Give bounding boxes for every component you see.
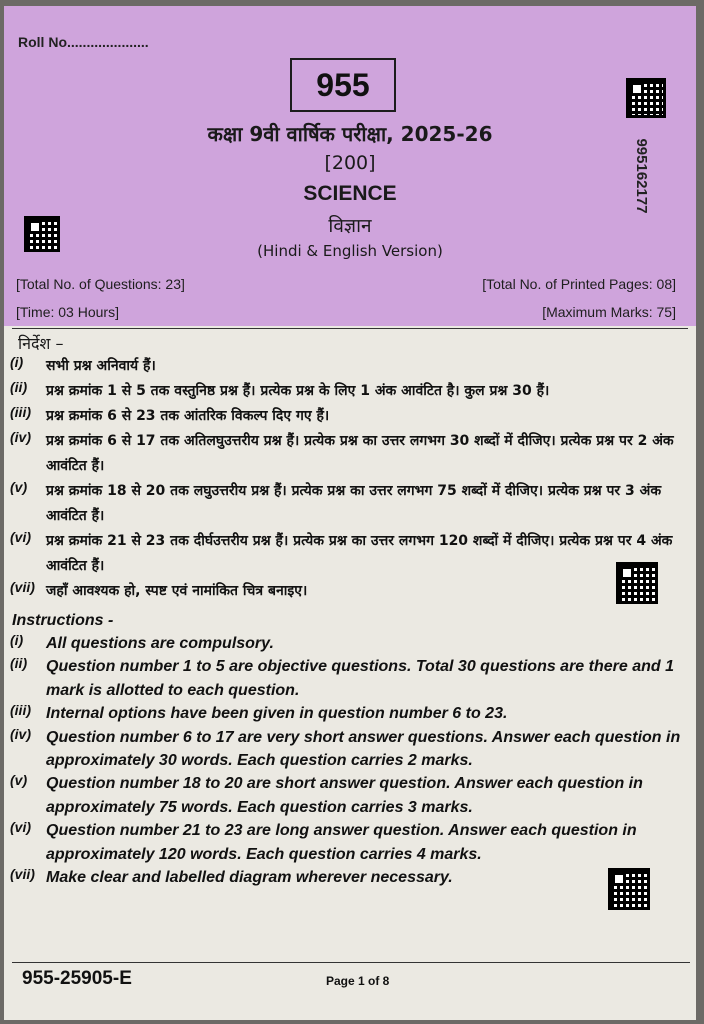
list-item: (i) All questions are compulsory. [10, 632, 274, 652]
list-item: (vii) जहाँ आवश्यक हो, स्पष्ट एवं नामांकित चित्र बनाइए। [10, 579, 308, 599]
subject-title: SCIENCE [303, 182, 397, 205]
list-item: (ii) प्रश्न क्रमांक 1 से 5 तक वस्तुनिष्ठ प्रश्न हैं। प्रत्येक प्रश्न के लिए 1 अंक आवंटित है। कुल प्रश्न 30 हैं। [10, 379, 550, 399]
subject-title-hindi: विज्ञान [328, 215, 372, 237]
printed-pages: [Total No. of Printed Pages: 08] [482, 276, 676, 292]
qr-code-icon [616, 562, 658, 604]
hindi-instructions-list [10, 354, 692, 604]
english-instructions-list [10, 632, 692, 889]
list-item: (i) सभी प्रश्न अनिवार्य हैं। [10, 354, 156, 374]
list-item: (iii) प्रश्न क्रमांक 6 से 23 तक आंतरिक विकल्प दिए गए हैं। [10, 404, 330, 424]
list-item: (iv) Question number 6 to 17 are very short answer questions. Answer each question in approximately 30 words. Each question carries 2 marks. [10, 725, 681, 770]
list-item: (ii) Question number 1 to 5 are objective questions. Total 30 questions are there and 1 mark is allotted to each question. [10, 655, 675, 699]
list-item: (vi) Question number 21 to 23 are long answer question. Answer each question in approximately 120 words. Each question carries 4 marks. [10, 819, 637, 863]
serial-number-text: 995162177 [633, 138, 650, 214]
exam-paper [4, 6, 696, 1020]
list-item: (iv) प्रश्न क्रमांक 6 से 17 तक अतिलघुउत्तरीय प्रश्न हैं। प्रत्येक प्रश्न का उत्तर लगभग 30 शब्दों में दीजिए। प्रत्येक प्रश्न पर 2 अंक आवंटित हैं। [10, 429, 674, 474]
hindi-instructions-heading: निर्देश – [18, 334, 64, 353]
time-allowed: [Time: 03 Hours] [16, 304, 119, 320]
list-item: (vi) प्रश्न क्रमांक 21 से 23 तक दीर्घउत्तरीय प्रश्न हैं। प्रत्येक प्रश्न का उत्तर लगभग 120 शब्दों में दीजिए। प्रत्येक प्रश्न पर 4 अंक आवंटित हैं। [10, 529, 673, 574]
paper-code-box: 955 [290, 58, 396, 112]
qr-code-icon [626, 78, 666, 118]
paper-code: [200] [324, 152, 376, 174]
page-number: Page 1 of 8 [326, 974, 390, 988]
version-label: (Hindi & English Version) [257, 242, 443, 260]
roll-no-label: Roll No..................... [18, 34, 149, 50]
exam-title: कक्षा 9वी वार्षिक परीक्षा, 2025-26 [207, 122, 493, 146]
qr-code-icon [608, 868, 650, 910]
footer-paper-code: 955-25905-E [22, 968, 132, 989]
total-questions: [Total No. of Questions: 23] [16, 276, 185, 292]
list-item: (vii) Make clear and labelled diagram wherever necessary. [10, 866, 453, 887]
list-item: (v) Question number 18 to 20 are short answer question. Answer each question in approximately 75 words. Each question carries 3 marks. [10, 772, 643, 816]
list-item: (iii) Internal options have been given in question number 6 to 23. [10, 702, 508, 723]
maximum-marks: [Maximum Marks: 75] [542, 304, 676, 320]
instructions-heading: Instructions - [12, 612, 114, 629]
footer-divider [12, 962, 690, 963]
list-item: (v) प्रश्न क्रमांक 18 से 20 तक लघुउत्तरीय प्रश्न हैं। प्रत्येक प्रश्न का उत्तर लगभग 75 शब्दों में दीजिए। प्रत्येक प्रश्न पर 3 अंक आवंटित हैं। [10, 479, 662, 524]
divider [12, 328, 688, 329]
